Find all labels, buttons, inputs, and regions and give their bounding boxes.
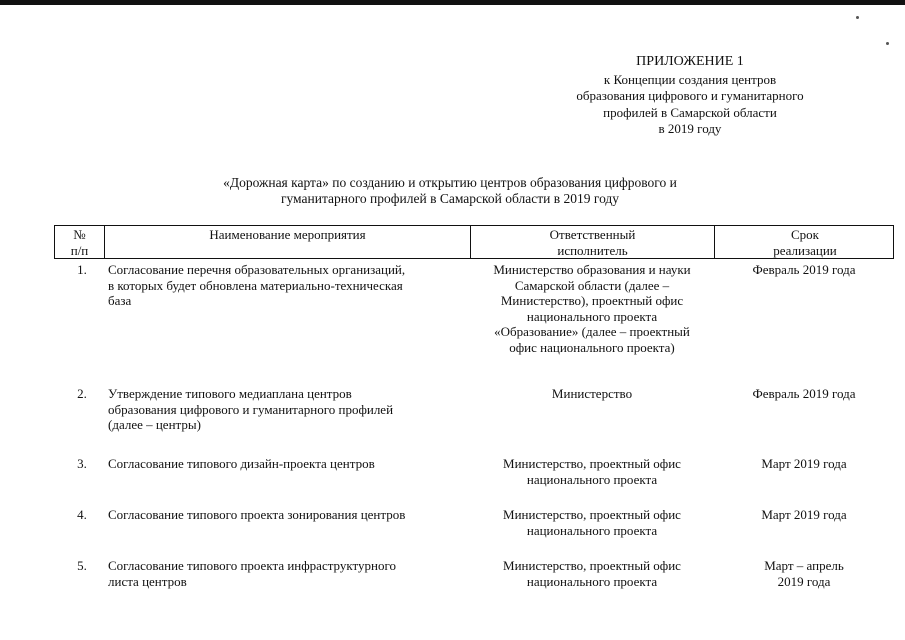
cell-line: образования цифрового и гуманитарного профилей <box>108 401 394 417</box>
cell-line: Февраль 2019 года <box>752 386 856 401</box>
title-line: «Дорожная карта» по созданию и открытию центров образования цифрового и <box>223 175 677 190</box>
cell-line: Самарской области (далее – <box>514 277 670 293</box>
cell-line: Министерство, проектный офис <box>503 507 681 522</box>
row-name <box>108 456 464 472</box>
appendix-line: в 2019 году <box>658 121 722 136</box>
cell-line: Март – апрель <box>764 558 844 573</box>
row-responsible <box>470 262 714 355</box>
cell-line: национального проекта <box>526 308 658 324</box>
row-responsible <box>470 386 714 402</box>
table-header <box>54 225 894 259</box>
cell-line: офис национального проекта) <box>509 339 675 355</box>
cell-line: 2019 года <box>777 573 831 589</box>
header-text: Наименование мероприятия <box>209 227 366 242</box>
table-row <box>54 386 894 456</box>
table-row <box>54 507 894 558</box>
row-responsible <box>470 456 714 487</box>
row-name <box>108 262 464 309</box>
cell-line: «Образование» (далее – проектный <box>494 324 690 339</box>
appendix-block <box>540 54 840 138</box>
cell-line: (далее – центры) <box>108 417 201 432</box>
row-number: 5. <box>77 558 87 573</box>
document-title <box>150 175 750 207</box>
row-term <box>714 507 894 523</box>
header-name <box>105 226 471 258</box>
row-number: 3. <box>77 456 87 471</box>
cell-line: Согласование типового дизайн-проекта центров <box>108 456 375 471</box>
row-responsible <box>470 507 714 538</box>
header-text: п/п <box>70 242 89 258</box>
row-term <box>714 558 894 589</box>
roadmap-table <box>54 225 894 598</box>
header-text: Срок <box>791 227 819 242</box>
cell-line: Согласование типового проекта зонирования центров <box>108 507 406 522</box>
row-number: 4. <box>77 507 87 522</box>
row-name <box>108 386 464 433</box>
row-term <box>714 262 894 278</box>
cell-line: Министерство образования и науки <box>493 262 691 277</box>
scan-speck <box>886 42 889 45</box>
appendix-line: образования цифрового и гуманитарного <box>576 88 804 103</box>
cell-line: национального проекта <box>526 471 658 487</box>
cell-line: в которых будет обновлена материально-техническая <box>108 277 403 293</box>
cell-line: Согласование перечня образовательных организаций, <box>108 262 406 277</box>
scan-top-border <box>0 0 905 5</box>
appendix-line: к Концепции создания центров <box>603 71 777 87</box>
cell-line: Утверждение типового медиаплана центров <box>108 386 352 401</box>
cell-line: Март 2019 года <box>761 456 847 471</box>
row-name <box>108 507 464 523</box>
row-responsible <box>470 558 714 589</box>
table-row <box>54 558 894 598</box>
appendix-heading: ПРИЛОЖЕНИЕ 1 <box>636 54 744 69</box>
header-term <box>715 226 895 258</box>
title-line: гуманитарного профилей в Самарской области в 2019 году <box>280 191 620 206</box>
row-term <box>714 386 894 402</box>
table-row <box>54 456 894 507</box>
header-num <box>55 226 105 258</box>
scan-speck <box>856 16 859 19</box>
row-name <box>108 558 464 589</box>
cell-line: листа центров <box>108 573 187 589</box>
header-responsible <box>471 226 715 258</box>
cell-line: национального проекта <box>526 573 658 589</box>
cell-line: Февраль 2019 года <box>752 262 856 277</box>
cell-line: Министерство, проектный офис <box>503 456 681 471</box>
cell-line: национального проекта <box>526 522 658 538</box>
header-text: Ответственный <box>549 227 636 242</box>
cell-line: база <box>108 293 132 308</box>
row-number: 1. <box>77 262 87 277</box>
row-number: 2. <box>77 386 87 401</box>
cell-line: Министерство, проектный офис <box>503 558 681 573</box>
row-term <box>714 456 894 472</box>
table-row <box>54 262 894 386</box>
cell-line: Министерство), проектный офис <box>500 293 684 308</box>
header-text: № <box>73 227 86 242</box>
cell-line: Согласование типового проекта инфраструктурного <box>108 558 396 573</box>
appendix-line: профилей в Самарской области <box>603 104 777 120</box>
header-text: исполнитель <box>557 242 628 258</box>
header-text: реализации <box>773 242 837 258</box>
cell-line: Март 2019 года <box>761 507 847 522</box>
cell-line: Министерство <box>551 386 633 401</box>
